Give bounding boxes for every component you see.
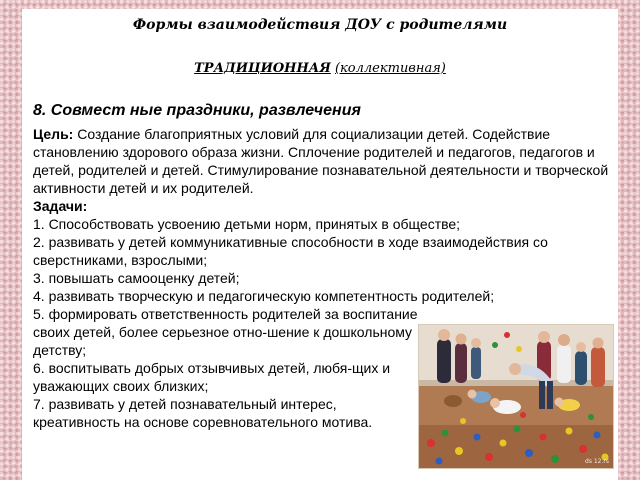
slide-subtitle	[22, 61, 618, 76]
tasks-label: Задачи:	[33, 198, 88, 214]
slide-title: Формы взаимодействия ДОУ с родителями	[132, 17, 508, 33]
task-item: 3. повышать самооценку детей;	[33, 270, 240, 286]
goal-paragraph	[33, 125, 615, 197]
task-item: 7. развивать у детей познавательный интерес, креативность на основе соревновательного мотива.	[33, 396, 373, 430]
task-item: 4. развивать творческую и педагогическую компетентность родителей;	[33, 288, 495, 304]
task-item: 5. формировать ответственность родителей за воспитание своих детей, более серьезное отно-шение к дошкольному детству;	[33, 306, 418, 358]
event-photo-icon	[419, 325, 613, 468]
goal-label: Цель:	[33, 126, 74, 142]
event-photo	[418, 324, 614, 469]
task-item: 6. воспитывать добрых отзывчивых детей, любя-щих и уважающих своих близких;	[33, 360, 391, 394]
slide	[22, 9, 618, 480]
goal-text: Создание благоприятных условий для социализации детей. Содействие становлению здорового образа жизни. Сплочение родителей и педагогов, педагогов и детей, родителей и детей. Стимулирование познавательной деятельности и творческой активности детей и их родителей.	[33, 126, 609, 196]
subtitle-main: ТРАДИЦИОННАЯ	[194, 61, 331, 76]
task-item: 2. развивать у детей коммуникативные способности в ходе взаимодействия со сверстниками, взрослыми;	[33, 234, 548, 268]
subtitle-parenthetical: (коллективная)	[334, 61, 446, 76]
photo-caption: ds 12.rs	[585, 458, 609, 465]
section-title: 8. Совмест ные праздники, развлечения	[33, 102, 361, 119]
task-item: 1. Способствовать усвоению детьми норм, принятых в обществе;	[33, 216, 461, 232]
